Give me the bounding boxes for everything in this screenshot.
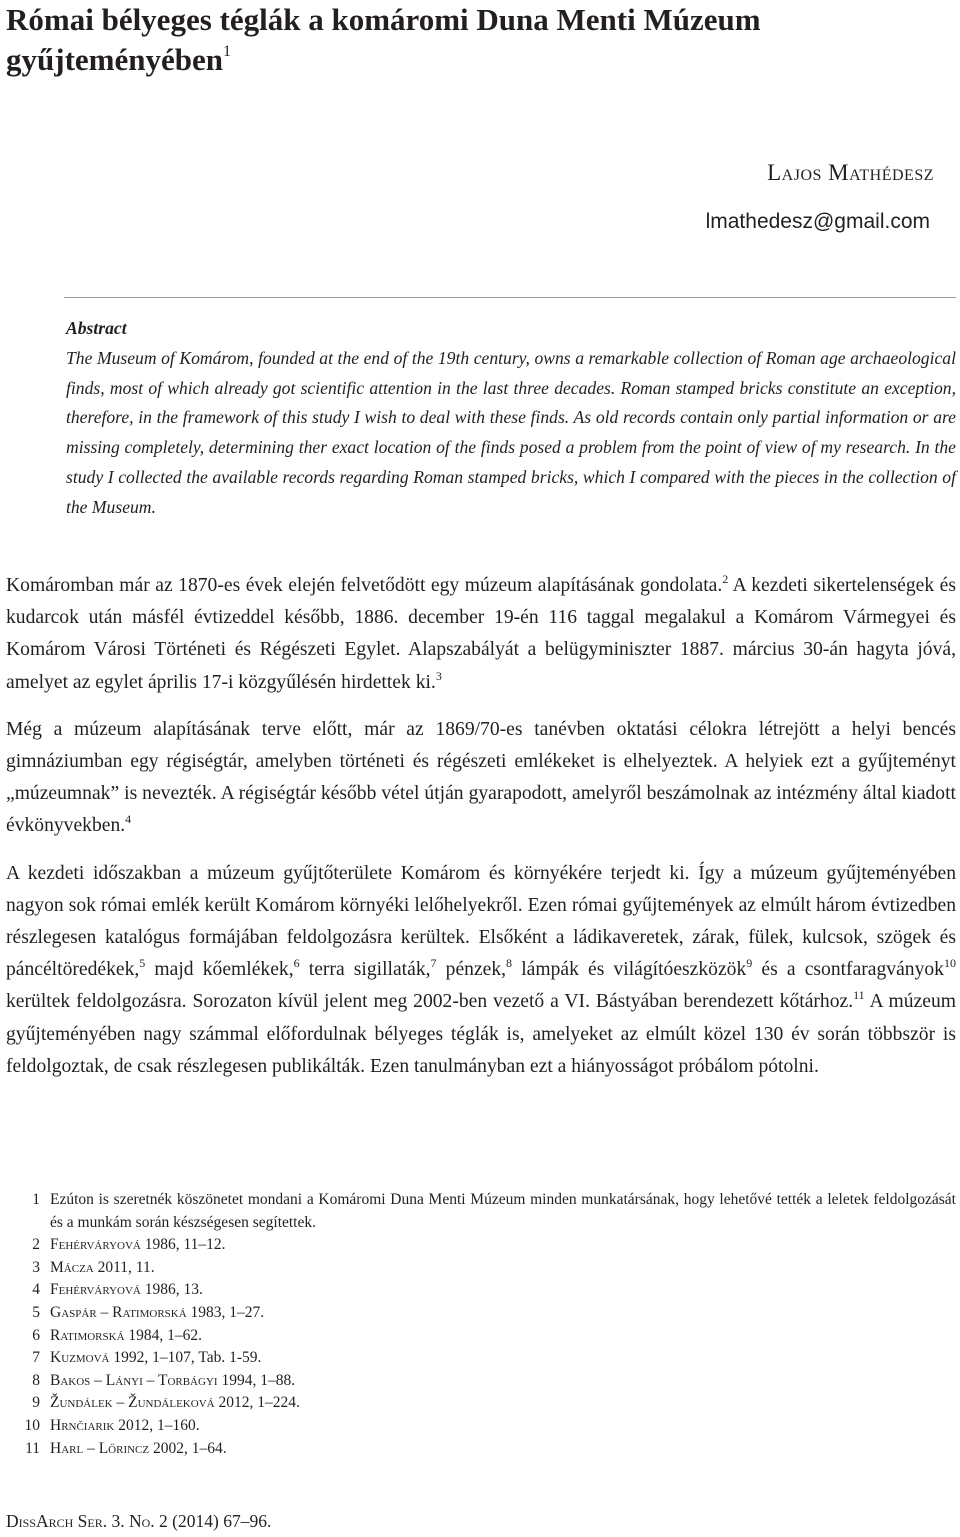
- footnote-5: [10, 1302, 956, 1325]
- footnote-ref-6[interactable]: 6: [293, 956, 300, 971]
- abstract-divider: [64, 297, 956, 298]
- paragraph-2: Még a múzeum alapításának terve előtt, már az 1869/70-es tanévben oktatási célokra létrejött a helyi bencés gimnáziumban egy régiségtár, amelyben történeti és régészeti emlékeket is elhelyeztek. A helyiek ezt a gyűjteményt „múzeumnak” is nevezték. A régiségtár később vétel útján gyarapodott, amelyről beszámolnak az intézmény által kiadott évkönyvekben.$^4$: [6, 718, 956, 837]
- footnote-text: Kuzmová 1992, 1–107, Tab. 1-59.: [50, 1349, 262, 1367]
- footnote-number: 9: [32, 1394, 40, 1412]
- footnote-text: Harl – Lőrincz 2002, 1–64.: [50, 1439, 227, 1457]
- footnote-number: 8: [32, 1371, 40, 1389]
- footnote-3: [10, 1257, 956, 1280]
- footnote-ref-4[interactable]: 4: [125, 812, 132, 827]
- footnote-text: Fehérváryová 1986, 11–12.: [50, 1236, 226, 1254]
- main-text: [6, 570, 956, 1098]
- abstract-text: The Museum of Komárom, founded at the end of the 19th century, owns a remarkable collection of Roman age archaeological finds, most of which already got scientific attention in the last three decades. Roman stamped bricks constitute an exception, therefore, in the framework of this study I wish to deal with these finds. As old records contain only partial information or are missing completely, determining ther exact location of the finds posed a problem from the point of view of my research. In the study I collected the available records regarding Roman stamped bricks, which I compared with the pieces in the collection of the Museum.: [66, 347, 956, 517]
- footnote-9: [10, 1392, 956, 1415]
- article-title-line1: Római bélyeges téglák a komáromi Duna Menti Múzeum: [6, 2, 761, 37]
- footnote-4: [10, 1279, 956, 1302]
- paragraph-1: Komáromban már az 1870-es évek elején felvetődött egy múzeum alapításának gondolata.$^2$ A kezdeti sikertelenségek és kudarcok után másfél évtizeddel később, 1886. december 19-én 116 taggal megalakul a Komárom Vármegyei és Komárom Városi Történeti és Régészeti Egylet. Alapszabályát a belügyminiszter 1887. március 30-án hagyta jóvá, amelyet az egylet április 17-i közgyűlésén hirdettek ki.$^3$: [6, 572, 956, 693]
- footnote-10: [10, 1415, 956, 1438]
- footnote-number: 6: [32, 1326, 40, 1344]
- footnote-7: [10, 1347, 956, 1370]
- footnote-number: 3: [32, 1258, 40, 1276]
- footnote-number: 5: [32, 1303, 40, 1321]
- abstract: [66, 314, 956, 523]
- footnote-ref-10[interactable]: 10: [943, 956, 956, 971]
- footnote-text: Mácza 2011, 11.: [50, 1258, 155, 1276]
- footnote-number: 1: [32, 1191, 40, 1208]
- footnote-ref-8[interactable]: 8: [506, 956, 513, 971]
- footnote-6: [10, 1325, 956, 1348]
- footnote-2: [10, 1234, 956, 1257]
- title-footnote-ref[interactable]: 1: [222, 43, 231, 60]
- footnote-ref-9[interactable]: 9: [746, 956, 753, 971]
- footnote-1: [10, 1189, 956, 1234]
- footnote-ref-2[interactable]: 2: [722, 572, 729, 586]
- author-name: Lajos Mathédesz: [767, 160, 934, 185]
- author-email[interactable]: lmathedesz@gmail.com: [705, 210, 930, 233]
- footnotes: [10, 1189, 956, 1460]
- footnote-text: Ratimorská 1984, 1–62.: [50, 1326, 203, 1344]
- footnote-number: 7: [32, 1349, 40, 1367]
- footnote-ref-3[interactable]: 3: [435, 668, 442, 683]
- footnote-11: [10, 1438, 956, 1461]
- footnote-ref-5[interactable]: 5: [139, 956, 146, 971]
- footnote-text: Fehérváryová 1986, 13.: [50, 1281, 203, 1299]
- footnote-8: [10, 1370, 956, 1393]
- footnote-text: Gaspár – Ratimorská 1983, 1–27.: [50, 1303, 265, 1321]
- journal-citation: DissArch Ser. 3. No. 2 (2014) 67–96.: [6, 1511, 272, 1531]
- footnote-text: Ezúton is szeretnék köszönetet mondani a Komáromi Duna Menti Múzeum minden munkatársának, hogy lehetővé tették a leletek feldolgozását és a munkám során készségesen segítettek.: [50, 1191, 956, 1231]
- article-title-line2: gyűjteményében: [6, 42, 223, 77]
- footnote-text: Hrnčiarik 2012, 1–160.: [50, 1416, 200, 1434]
- footnote-number: 4: [32, 1281, 40, 1299]
- footnote-text: Bakos – Lányi – Torbágyi 1994, 1–88.: [50, 1371, 296, 1389]
- article-title: [6, 0, 946, 80]
- footnote-ref-7[interactable]: 7: [430, 956, 437, 971]
- abstract-heading: Abstract: [66, 318, 127, 338]
- footnote-number: 11: [25, 1439, 40, 1457]
- paragraph-3: A kezdeti időszakban a múzeum gyűjtőterülete Komárom és környékére terjedt ki. Így a múzeum gyűjteményében nagyon sok római emlék került Komárom környéki lelőhelyekről. Ezen római gyűjtemények az elmúlt három évtizedben részlegesen katalógus formájában feldolgozásra kerültek. Elsőként a ládikaveretek, zárak, fülek, kulcsok, szögek és páncéltöredékek,$^5$ majd kőemlékek,$^6$ terra sigillaták,$^7$ pénzek,$^8$ lámpák és világítóeszközök$^9$ és a csontfaragványok$^{10}$ kerültek feldolgozásra. Sorozaton kívül jelent meg 2002-ben vezető a VI. Bástyában berendezett kőtárhoz.$^{11}$ A múzeum gyűjteményében nagy számmal előfordulnak bélyeges téglák is, amelyeket az elmúlt közel 130 év során többször is feldolgoztak, de csak részlegesen publikálták. Ezen tanulmányban ezt a hiányosságot próbálom pótolni.: [6, 862, 956, 1077]
- footnote-number: 2: [32, 1236, 40, 1254]
- footnote-number: 10: [24, 1416, 40, 1434]
- footnote-text: Žundálek – Žundáleková 2012, 1–224.: [50, 1394, 300, 1412]
- footnote-ref-11[interactable]: 11: [853, 988, 865, 1003]
